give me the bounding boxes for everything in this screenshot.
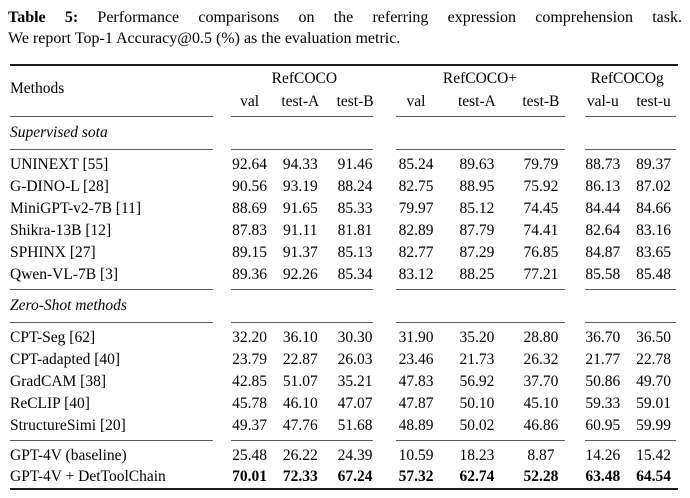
method-name: SPHINX [27] xyxy=(10,243,96,261)
value-cell: 45.78 xyxy=(232,394,267,412)
value-cell: 51.68 xyxy=(337,416,373,434)
method-name: StructureSimi [20] xyxy=(10,416,126,434)
value-cell: 24.39 xyxy=(337,446,373,464)
value-cell: 47.87 xyxy=(398,394,434,412)
value-cell: 26.03 xyxy=(337,350,373,368)
value-cell: 22.87 xyxy=(282,350,318,368)
group-header-refcocog: RefCOCOg xyxy=(576,65,678,92)
table-row xyxy=(10,445,678,467)
value-cell: 8.87 xyxy=(527,446,555,464)
table-row xyxy=(10,242,678,264)
method-name: UNINEXT [55] xyxy=(10,155,109,173)
value-cell: 82.75 xyxy=(398,177,434,195)
value-cell: 26.32 xyxy=(523,350,559,368)
results-table xyxy=(10,64,678,490)
table-caption xyxy=(8,7,682,50)
caption-line-1 xyxy=(8,7,682,28)
value-cell: 79.79 xyxy=(523,155,559,173)
value-cell: 46.86 xyxy=(523,416,559,434)
caption-text-1: Performance comparisons on the referring expression comprehension task. xyxy=(97,9,682,26)
value-cell: 91.11 xyxy=(283,221,318,239)
method-name: G-DINO-L [28] xyxy=(10,177,109,195)
value-cell: 82.89 xyxy=(398,221,434,239)
methods-column-header: Methods xyxy=(10,65,225,113)
value-cell: 36.50 xyxy=(636,328,672,346)
value-cell: 77.21 xyxy=(523,265,559,283)
value-cell: 57.32 xyxy=(384,467,449,489)
value-cell: 36.70 xyxy=(585,328,621,346)
value-cell: 46.10 xyxy=(282,394,318,412)
header-divider-rule xyxy=(10,113,678,121)
table-row xyxy=(10,176,678,198)
table-row xyxy=(10,349,678,371)
header-group-row xyxy=(10,65,678,92)
method-name: Shikra-13B [12] xyxy=(10,221,112,239)
value-cell: 48.89 xyxy=(398,416,434,434)
value-cell: 88.24 xyxy=(337,177,373,195)
col-header-refcoco-testa: test-A xyxy=(281,93,320,111)
value-cell: 72.33 xyxy=(274,467,327,489)
table-row xyxy=(10,371,678,393)
value-cell: 30.30 xyxy=(337,328,373,346)
value-cell: 74.45 xyxy=(523,199,559,217)
value-cell: 89.36 xyxy=(232,265,267,283)
value-cell: 64.54 xyxy=(629,467,678,489)
value-cell: 28.80 xyxy=(523,328,559,346)
col-header-refcocog-testu: test-u xyxy=(636,93,671,111)
value-cell: 85.33 xyxy=(337,199,373,217)
method-name: GPT-4V + DetToolChain xyxy=(10,467,225,489)
section-divider-rule xyxy=(10,437,678,445)
method-name: ReCLIP [40] xyxy=(10,394,90,412)
value-cell: 51.07 xyxy=(282,372,318,390)
value-cell: 26.22 xyxy=(282,446,318,464)
value-cell: 83.65 xyxy=(636,243,672,261)
value-cell: 84.44 xyxy=(585,199,621,217)
section-title-row xyxy=(10,121,678,146)
value-cell: 18.23 xyxy=(459,446,495,464)
value-cell: 87.29 xyxy=(459,243,495,261)
table-row xyxy=(10,220,678,242)
value-cell: 56.92 xyxy=(459,372,495,390)
value-cell: 90.56 xyxy=(232,177,267,195)
value-cell: 59.01 xyxy=(636,394,672,412)
table-row xyxy=(10,198,678,220)
value-cell: 21.73 xyxy=(459,350,495,368)
value-cell: 85.58 xyxy=(585,265,621,283)
value-cell: 89.63 xyxy=(459,155,495,173)
table-row-dettoolchain xyxy=(10,467,678,489)
value-cell: 82.64 xyxy=(585,221,621,239)
col-header-refcocop-val: val xyxy=(406,93,426,111)
col-header-refcoco-val: val xyxy=(240,93,260,111)
col-header-refcocog-valu: val-u xyxy=(586,93,619,111)
value-cell: 15.42 xyxy=(636,446,672,464)
value-cell: 82.77 xyxy=(398,243,434,261)
table-row xyxy=(10,154,678,176)
value-cell: 10.59 xyxy=(398,446,434,464)
value-cell: 63.48 xyxy=(576,467,629,489)
section-title-row xyxy=(10,294,678,319)
method-name: CPT-adapted [40] xyxy=(10,350,121,368)
table-row xyxy=(10,415,678,437)
col-header-refcocop-testb: test-B xyxy=(522,93,560,111)
value-cell: 50.10 xyxy=(459,394,495,412)
section-title-zeroshot: Zero-Shot methods xyxy=(10,297,127,315)
value-cell: 94.33 xyxy=(282,155,318,173)
value-cell: 37.70 xyxy=(523,372,559,390)
value-cell: 47.83 xyxy=(398,372,434,390)
value-cell: 86.13 xyxy=(585,177,621,195)
value-cell: 47.07 xyxy=(337,394,373,412)
value-cell: 14.26 xyxy=(585,446,621,464)
value-cell: 89.15 xyxy=(232,243,267,261)
value-cell: 87.02 xyxy=(636,177,672,195)
value-cell: 85.12 xyxy=(459,199,495,217)
value-cell: 35.20 xyxy=(459,328,495,346)
method-name: GradCAM [38] xyxy=(10,372,106,390)
value-cell: 45.10 xyxy=(523,394,559,412)
method-name: CPT-Seg [62] xyxy=(10,328,96,346)
value-cell: 81.81 xyxy=(337,221,373,239)
value-cell: 62.74 xyxy=(449,467,506,489)
value-cell: 89.37 xyxy=(636,155,672,173)
value-cell: 85.34 xyxy=(337,265,373,283)
value-cell: 84.66 xyxy=(636,199,672,217)
value-cell: 50.02 xyxy=(459,416,495,434)
value-cell: 83.12 xyxy=(398,265,434,283)
value-cell: 92.64 xyxy=(232,155,267,173)
value-cell: 52.28 xyxy=(505,467,576,489)
value-cell: 88.73 xyxy=(585,155,621,173)
table-row xyxy=(10,264,678,286)
value-cell: 70.01 xyxy=(225,467,274,489)
value-cell: 31.90 xyxy=(398,328,434,346)
value-cell: 91.65 xyxy=(282,199,318,217)
col-header-refcoco-testb: test-B xyxy=(336,93,374,111)
value-cell: 84.87 xyxy=(585,243,621,261)
method-name: MiniGPT-v2-7B [11] xyxy=(10,199,142,217)
value-cell: 76.85 xyxy=(523,243,559,261)
caption-line-2 xyxy=(8,28,682,49)
value-cell: 75.92 xyxy=(523,177,559,195)
value-cell: 35.21 xyxy=(337,372,373,390)
value-cell: 92.26 xyxy=(282,265,318,283)
value-cell: 88.95 xyxy=(459,177,495,195)
caption-label: Table 5: xyxy=(8,9,79,26)
value-cell: 87.79 xyxy=(459,221,495,239)
value-cell: 87.83 xyxy=(232,221,267,239)
value-cell: 59.99 xyxy=(636,416,672,434)
value-cell: 93.19 xyxy=(282,177,318,195)
value-cell: 85.48 xyxy=(636,265,672,283)
method-name: GPT-4V (baseline) xyxy=(10,446,127,464)
value-cell: 91.37 xyxy=(282,243,318,261)
section-divider-rule xyxy=(10,319,678,327)
value-cell: 42.85 xyxy=(232,372,267,390)
value-cell: 23.46 xyxy=(398,350,434,368)
value-cell: 91.46 xyxy=(337,155,373,173)
value-cell: 21.77 xyxy=(585,350,621,368)
caption-text-2: We report Top-1 Accuracy@0.5 (%) as the evaluation metric. xyxy=(8,30,401,48)
value-cell: 47.76 xyxy=(282,416,318,434)
section-divider-rule xyxy=(10,286,678,294)
value-cell: 85.13 xyxy=(337,243,373,261)
value-cell: 50.86 xyxy=(585,372,621,390)
value-cell: 59.33 xyxy=(585,394,621,412)
section-title-supervised: Supervised sota xyxy=(10,124,108,142)
value-cell: 88.25 xyxy=(459,265,495,283)
table-row xyxy=(10,327,678,349)
section-divider-rule xyxy=(10,146,678,154)
col-header-refcocop-testa: test-A xyxy=(457,93,496,111)
value-cell: 85.24 xyxy=(398,155,434,173)
value-cell: 23.79 xyxy=(232,350,267,368)
value-cell: 83.16 xyxy=(636,221,672,239)
value-cell: 32.20 xyxy=(232,328,267,346)
value-cell: 60.95 xyxy=(585,416,621,434)
group-header-refcoco: RefCOCO xyxy=(225,65,383,92)
group-header-refcoco-plus: RefCOCO+ xyxy=(384,65,577,92)
value-cell: 74.41 xyxy=(523,221,559,239)
value-cell: 22.78 xyxy=(636,350,672,368)
value-cell: 49.70 xyxy=(636,372,672,390)
value-cell: 36.10 xyxy=(282,328,318,346)
value-cell: 88.69 xyxy=(232,199,267,217)
table-row xyxy=(10,393,678,415)
value-cell: 49.37 xyxy=(232,416,267,434)
value-cell: 25.48 xyxy=(232,446,267,464)
method-name: Qwen-VL-7B [3] xyxy=(10,265,119,283)
value-cell: 67.24 xyxy=(327,467,384,489)
value-cell: 79.97 xyxy=(398,199,434,217)
